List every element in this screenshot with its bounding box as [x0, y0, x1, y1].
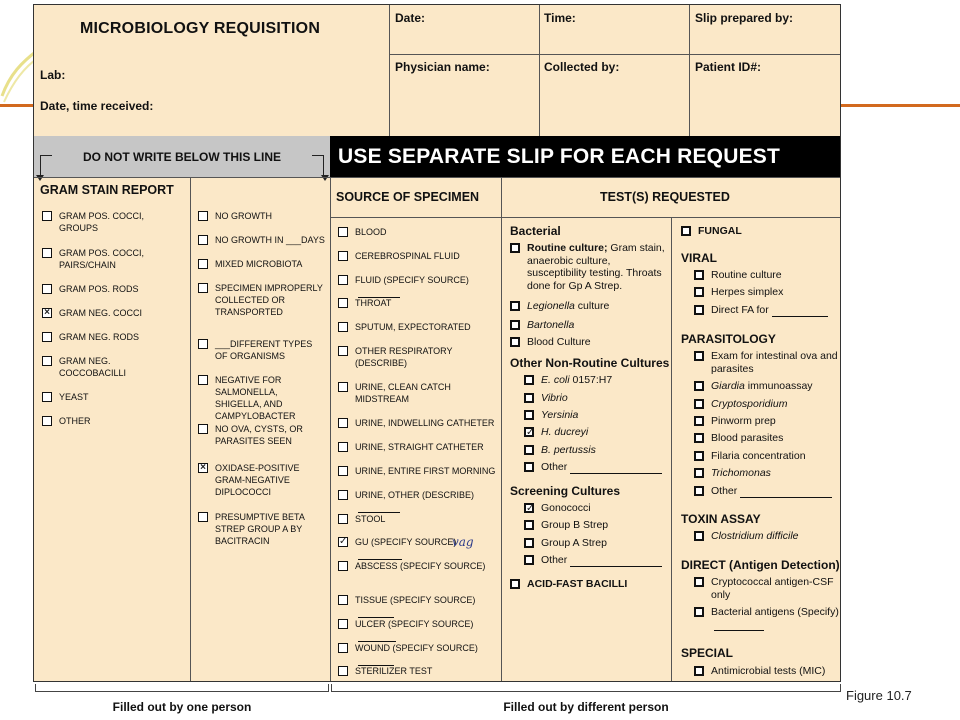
decorative-line-right — [840, 104, 960, 107]
other-nonroutine-item[interactable] — [524, 392, 568, 405]
source-checkbox[interactable] — [338, 466, 348, 476]
filled-one-person-label: Filled out by one person — [112, 700, 252, 714]
legionella-item[interactable] — [510, 300, 609, 313]
parasitology-label: Giardia immunoassay — [711, 380, 813, 392]
source-checkbox[interactable] — [338, 382, 348, 392]
source-checkbox[interactable] — [338, 595, 348, 605]
other-nonroutine-item[interactable] — [524, 444, 596, 457]
other-nonroutine-label: B. pertussis — [541, 444, 596, 456]
acid-fast-label: ACID-FAST BACILLI — [527, 578, 628, 590]
parasitology-item[interactable] — [694, 415, 840, 428]
source-label: GU (SPECIFY SOURCE) — [355, 536, 500, 560]
parasitology-item[interactable] — [694, 467, 840, 480]
parasitology-label: Other — [711, 485, 832, 498]
other-nonroutine-checkbox[interactable] — [524, 462, 534, 472]
gram-stain-left-checkbox[interactable] — [42, 332, 52, 342]
parasitology-checkbox[interactable] — [694, 433, 704, 443]
collected-by-label: Collected by: — [544, 60, 620, 74]
other-nonroutine-item[interactable] — [524, 426, 588, 439]
gram-stain-left-label: GRAM NEG. COCCI — [59, 308, 143, 318]
tests-title: TEST(S) REQUESTED — [600, 190, 730, 204]
parasitology-checkbox[interactable] — [694, 468, 704, 478]
source-item[interactable] — [338, 345, 500, 369]
source-checkbox[interactable] — [338, 298, 348, 308]
gram-stain-right-checkbox[interactable] — [198, 211, 208, 221]
parasitology-label: Pinworm prep — [711, 415, 776, 427]
gram-stain-title: GRAM STAIN REPORT — [40, 183, 174, 197]
source-checkbox[interactable]: ✓ — [339, 536, 348, 547]
parasitology-checkbox[interactable] — [694, 351, 704, 361]
screening-item[interactable] — [524, 554, 662, 567]
source-item[interactable] — [338, 417, 500, 429]
gram-stain-right-item[interactable] — [198, 210, 326, 222]
handwritten-gu-source: vag — [452, 535, 474, 549]
other-nonroutine-checkbox[interactable]: ✓ — [526, 427, 535, 438]
fungal-label: FUNGAL — [698, 225, 742, 237]
parasitology-item[interactable] — [694, 350, 840, 375]
decorative-line-left — [0, 104, 36, 107]
fungal-item[interactable] — [681, 225, 742, 238]
source-label: STOOL — [355, 514, 386, 524]
toxin-item[interactable] — [694, 530, 799, 543]
source-checkbox[interactable] — [338, 514, 348, 524]
screening-label: Group B Strep — [541, 519, 609, 531]
source-item[interactable] — [338, 381, 500, 405]
gram-stain-left-item[interactable] — [42, 307, 152, 319]
parasitology-item[interactable] — [694, 398, 840, 411]
parasitology-label: Filaria concentration — [711, 450, 806, 462]
blood-culture-item[interactable] — [510, 336, 591, 349]
form-title: MICROBIOLOGY REQUISITION — [80, 20, 321, 37]
source-label: THROAT — [355, 298, 392, 308]
source-item[interactable] — [338, 665, 500, 677]
special-checkbox[interactable] — [694, 666, 704, 676]
bracket-one-person — [35, 684, 329, 692]
source-checkbox[interactable] — [338, 561, 348, 571]
source-checkbox[interactable] — [338, 442, 348, 452]
source-label: SPUTUM, EXPECTORATED — [355, 322, 471, 332]
parasitology-label: Blood parasites — [711, 432, 784, 444]
gram-stain-left-checkbox[interactable] — [42, 392, 52, 402]
toxin-label: Clostridium difficile — [711, 530, 799, 542]
source-item[interactable] — [338, 618, 500, 642]
source-item[interactable] — [338, 560, 500, 572]
gram-stain-left-checkbox[interactable] — [42, 211, 52, 221]
bartonella-checkbox[interactable] — [510, 320, 520, 330]
special-title: SPECIAL — [681, 646, 734, 660]
source-item[interactable] — [338, 441, 500, 453]
source-checkbox[interactable] — [338, 418, 348, 428]
source-checkbox[interactable] — [338, 275, 348, 285]
requisition-form — [33, 4, 841, 682]
viral-title: VIRAL — [681, 251, 717, 265]
source-item[interactable] — [338, 250, 500, 262]
gram-stain-right-label: NO OVA, CYSTS, OR PARASITES SEEN — [215, 424, 303, 446]
gram-stain-left-label: GRAM POS. COCCI, GROUPS — [59, 211, 145, 233]
screening-checkbox[interactable] — [524, 555, 534, 565]
slip-prepared-label: Slip prepared by: — [695, 11, 794, 25]
gram-stain-right-checkbox[interactable] — [198, 283, 208, 293]
parasitology-checkbox[interactable] — [694, 416, 704, 426]
source-label: CEREBROSPINAL FLUID — [355, 251, 460, 261]
other-nonroutine-checkbox[interactable] — [524, 410, 534, 420]
legionella-suffix: culture — [574, 300, 610, 312]
gram-stain-right-checkbox[interactable] — [198, 512, 208, 522]
do-not-write-notice: DO NOT WRITE BELOW THIS LINE — [83, 150, 281, 164]
gram-stain-left-label: GRAM POS. COCCI, PAIRS/CHAIN — [59, 248, 145, 270]
bartonella-label: Bartonella — [527, 319, 575, 331]
toxin-title: TOXIN ASSAY — [681, 512, 761, 526]
other-nonroutine-title: Other Non-Routine Cultures — [510, 356, 670, 370]
other-nonroutine-item[interactable] — [524, 409, 578, 422]
source-label: URINE, ENTIRE FIRST MORNING — [355, 466, 496, 476]
direct-title: DIRECT (Antigen Detection) — [681, 558, 840, 572]
source-label: URINE, OTHER (DESCRIBE) — [355, 489, 500, 513]
screening-item[interactable] — [524, 519, 608, 532]
acid-fast-checkbox[interactable] — [510, 579, 520, 589]
gram-stain-left-checkbox[interactable] — [42, 356, 52, 366]
other-nonroutine-label: E. coli 0157:H7 — [541, 374, 613, 386]
gram-stain-left-label: GRAM NEG. RODS — [59, 332, 140, 342]
patient-id-label: Patient ID#: — [695, 60, 762, 74]
parasitology-checkbox[interactable] — [694, 381, 704, 391]
screening-checkbox[interactable]: ✓ — [526, 503, 535, 514]
source-title: SOURCE OF SPECIMEN — [336, 190, 480, 204]
bacterial-title: Bacterial — [510, 224, 561, 238]
toxin-checkbox[interactable] — [694, 531, 704, 541]
parasitology-title: PARASITOLOGY — [681, 332, 776, 346]
gram-stain-right-checkbox[interactable] — [198, 259, 208, 269]
gram-stain-right-label: PRESUMPTIVE BETA STREP GROUP A BY BACITRACIN — [215, 512, 305, 546]
screening-item[interactable] — [524, 537, 607, 550]
time-label: Time: — [544, 11, 576, 25]
gram-stain-left-label: GRAM NEG. COCCOBACILLI — [59, 356, 127, 378]
source-item[interactable] — [338, 226, 500, 238]
parasitology-label: Cryptosporidium — [711, 398, 788, 410]
gram-stain-right-label: NEGATIVE FOR SALMONELLA, SHIGELLA, AND CAMPYLOBACTER — [215, 375, 296, 421]
screening-item[interactable] — [524, 502, 591, 515]
viral-label: Direct FA for — [711, 304, 828, 317]
fungal-checkbox[interactable] — [681, 226, 691, 236]
gram-stain-right-checkbox[interactable] — [198, 235, 208, 245]
parasitology-item[interactable] — [694, 432, 840, 445]
gram-stain-left-item[interactable] — [42, 283, 152, 295]
separate-slip-banner: USE SEPARATE SLIP FOR EACH REQUEST — [330, 136, 841, 177]
viral-checkbox[interactable] — [694, 270, 704, 280]
gram-stain-left-label: OTHER — [59, 416, 91, 426]
gram-stain-right-label: MIXED MICROBIOTA — [215, 259, 303, 269]
gram-stain-right-item[interactable] — [198, 258, 326, 270]
other-nonroutine-checkbox[interactable] — [524, 445, 534, 455]
source-checkbox[interactable] — [338, 227, 348, 237]
source-item[interactable] — [338, 594, 500, 618]
other-nonroutine-checkbox[interactable] — [524, 375, 534, 385]
gram-stain-left-item[interactable] — [42, 247, 152, 271]
parasitology-label: Trichomonas — [711, 467, 771, 479]
gram-stain-right-item[interactable] — [198, 338, 326, 362]
legionella-checkbox[interactable] — [510, 301, 520, 311]
gram-stain-right-label: NO GROWTH IN ___DAYS — [215, 235, 325, 245]
direct-item[interactable] — [694, 606, 840, 631]
source-label: URINE, INDWELLING CATHETER — [355, 418, 495, 428]
direct-checkbox[interactable] — [694, 607, 704, 617]
source-item[interactable] — [338, 536, 500, 560]
source-checkbox[interactable] — [338, 346, 348, 356]
source-label: ABSCESS (SPECIFY SOURCE) — [355, 561, 486, 571]
source-item[interactable] — [338, 297, 500, 309]
source-label: FLUID (SPECIFY SOURCE) — [355, 274, 500, 298]
gram-stain-left-item[interactable] — [42, 415, 152, 427]
gram-stain-right-label: ___DIFFERENT TYPES OF ORGANISMS — [215, 339, 313, 361]
gram-stain-right-item[interactable] — [198, 234, 326, 246]
other-nonroutine-label: Vibrio — [541, 392, 568, 404]
date-label: Date: — [395, 11, 426, 25]
routine-culture-item[interactable] — [510, 242, 668, 292]
source-checkbox[interactable] — [338, 490, 348, 500]
gram-stain-left-item[interactable] — [42, 210, 152, 234]
bracket-different-person — [331, 684, 841, 692]
physician-name-label: Physician name: — [395, 60, 490, 74]
direct-checkbox[interactable] — [694, 577, 704, 587]
source-label: URINE, STRAIGHT CATHETER — [355, 442, 484, 452]
viral-label: Routine culture — [711, 269, 782, 281]
screening-checkbox[interactable] — [524, 520, 534, 530]
gram-stain-right-item[interactable] — [198, 423, 326, 447]
special-label: Antimicrobial tests (MIC) — [711, 665, 826, 677]
gram-stain-right-checkbox[interactable] — [198, 339, 208, 349]
gram-stain-right-label: SPECIMEN IMPROPERLY COLLECTED OR TRANSPORTED — [215, 283, 323, 317]
date-received-label: Date, time received: — [40, 99, 154, 113]
source-label: STERILIZER TEST — [355, 666, 433, 676]
source-label: BLOOD — [355, 227, 387, 237]
bartonella-item[interactable] — [510, 319, 574, 332]
parasitology-item[interactable] — [694, 380, 840, 393]
viral-item[interactable] — [694, 304, 828, 317]
source-checkbox[interactable] — [338, 643, 348, 653]
gram-stain-left-item[interactable] — [42, 331, 152, 343]
viral-item[interactable] — [694, 286, 783, 299]
gram-stain-left-label: GRAM POS. RODS — [59, 284, 139, 294]
other-nonroutine-item[interactable] — [524, 374, 612, 387]
gram-stain-right-item[interactable] — [198, 511, 326, 547]
direct-item[interactable] — [694, 576, 840, 601]
gram-stain-right-label: OXIDASE-POSITIVE GRAM-NEGATIVE DIPLOCOCCI — [215, 463, 300, 497]
source-item[interactable] — [338, 321, 500, 333]
screening-checkbox[interactable] — [524, 538, 534, 548]
source-item[interactable] — [338, 274, 500, 298]
source-label: ULCER (SPECIFY SOURCE) — [355, 618, 500, 642]
screening-label: Group A Strep — [541, 537, 607, 549]
source-label: OTHER RESPIRATORY (DESCRIBE) — [355, 346, 453, 368]
source-checkbox[interactable] — [338, 322, 348, 332]
screening-label: Other — [541, 554, 662, 567]
routine-culture-desc: Gram stain, anaerobic culture, susceptibility testing. Throats done for Gp A Strep. — [527, 242, 665, 292]
gram-stain-right-label: NO GROWTH — [215, 211, 272, 221]
viral-item[interactable] — [694, 269, 782, 282]
source-label: URINE, CLEAN CATCH MIDSTREAM — [355, 382, 451, 404]
viral-checkbox[interactable] — [694, 287, 704, 297]
parasitology-checkbox[interactable] — [694, 486, 704, 496]
source-checkbox[interactable] — [338, 251, 348, 261]
source-checkbox[interactable] — [338, 619, 348, 629]
gram-stain-right-item[interactable] — [198, 374, 326, 422]
gram-stain-left-checkbox[interactable] — [42, 248, 52, 258]
parasitology-item[interactable] — [694, 450, 840, 463]
viral-checkbox[interactable] — [694, 305, 704, 315]
gram-stain-right-checkbox[interactable]: × — [198, 463, 208, 473]
source-label: WOUND (SPECIFY SOURCE) — [355, 642, 500, 666]
gram-stain-left-item[interactable] — [42, 391, 152, 403]
other-nonroutine-item[interactable] — [524, 461, 662, 474]
lab-label: Lab: — [40, 68, 66, 82]
gram-stain-left-item[interactable] — [42, 355, 152, 379]
legionella-label: Legionella — [527, 300, 575, 312]
source-label: TISSUE (SPECIFY SOURCE) — [355, 594, 500, 618]
parasitology-checkbox[interactable] — [694, 399, 704, 409]
gram-stain-left-label: YEAST — [59, 392, 89, 402]
figure-label: Figure 10.7 — [846, 688, 912, 703]
parasitology-checkbox[interactable] — [694, 451, 704, 461]
routine-culture-checkbox[interactable] — [510, 243, 520, 253]
gram-stain-right-checkbox[interactable] — [198, 375, 208, 385]
gram-stain-right-item[interactable] — [198, 462, 326, 498]
screening-label: Gonococci — [541, 502, 591, 514]
other-nonroutine-label: Yersinia — [541, 409, 579, 421]
parasitology-label: Exam for intestinal ova and parasites — [711, 350, 838, 375]
routine-culture-label: Routine culture; — [527, 242, 608, 254]
gram-stain-right-checkbox[interactable] — [198, 424, 208, 434]
other-nonroutine-label: H. ducreyi — [541, 426, 589, 438]
blood-culture-label: Blood Culture — [527, 336, 591, 348]
source-checkbox[interactable] — [338, 666, 348, 676]
gram-stain-right-item[interactable] — [198, 282, 326, 318]
special-item[interactable] — [694, 665, 825, 678]
gram-stain-left-checkbox[interactable]: × — [42, 308, 52, 318]
other-nonroutine-checkbox[interactable] — [524, 393, 534, 403]
gram-stain-left-checkbox[interactable] — [42, 284, 52, 294]
direct-label: Cryptococcal antigen-CSF only — [711, 576, 834, 601]
direct-label: Bacterial antigens (Specify) — [711, 606, 840, 631]
screening-title: Screening Cultures — [510, 484, 621, 498]
source-item[interactable] — [338, 513, 500, 525]
gram-stain-left-checkbox[interactable] — [42, 416, 52, 426]
source-item[interactable] — [338, 642, 500, 666]
acid-fast-item[interactable] — [510, 578, 627, 591]
other-nonroutine-label: Other — [541, 461, 662, 474]
filled-different-person-label: Filled out by different person — [503, 700, 669, 714]
source-item[interactable] — [338, 489, 500, 513]
source-item[interactable] — [338, 465, 500, 477]
parasitology-item[interactable] — [694, 485, 840, 498]
blood-culture-checkbox[interactable] — [510, 337, 520, 347]
viral-label: Herpes simplex — [711, 286, 784, 298]
